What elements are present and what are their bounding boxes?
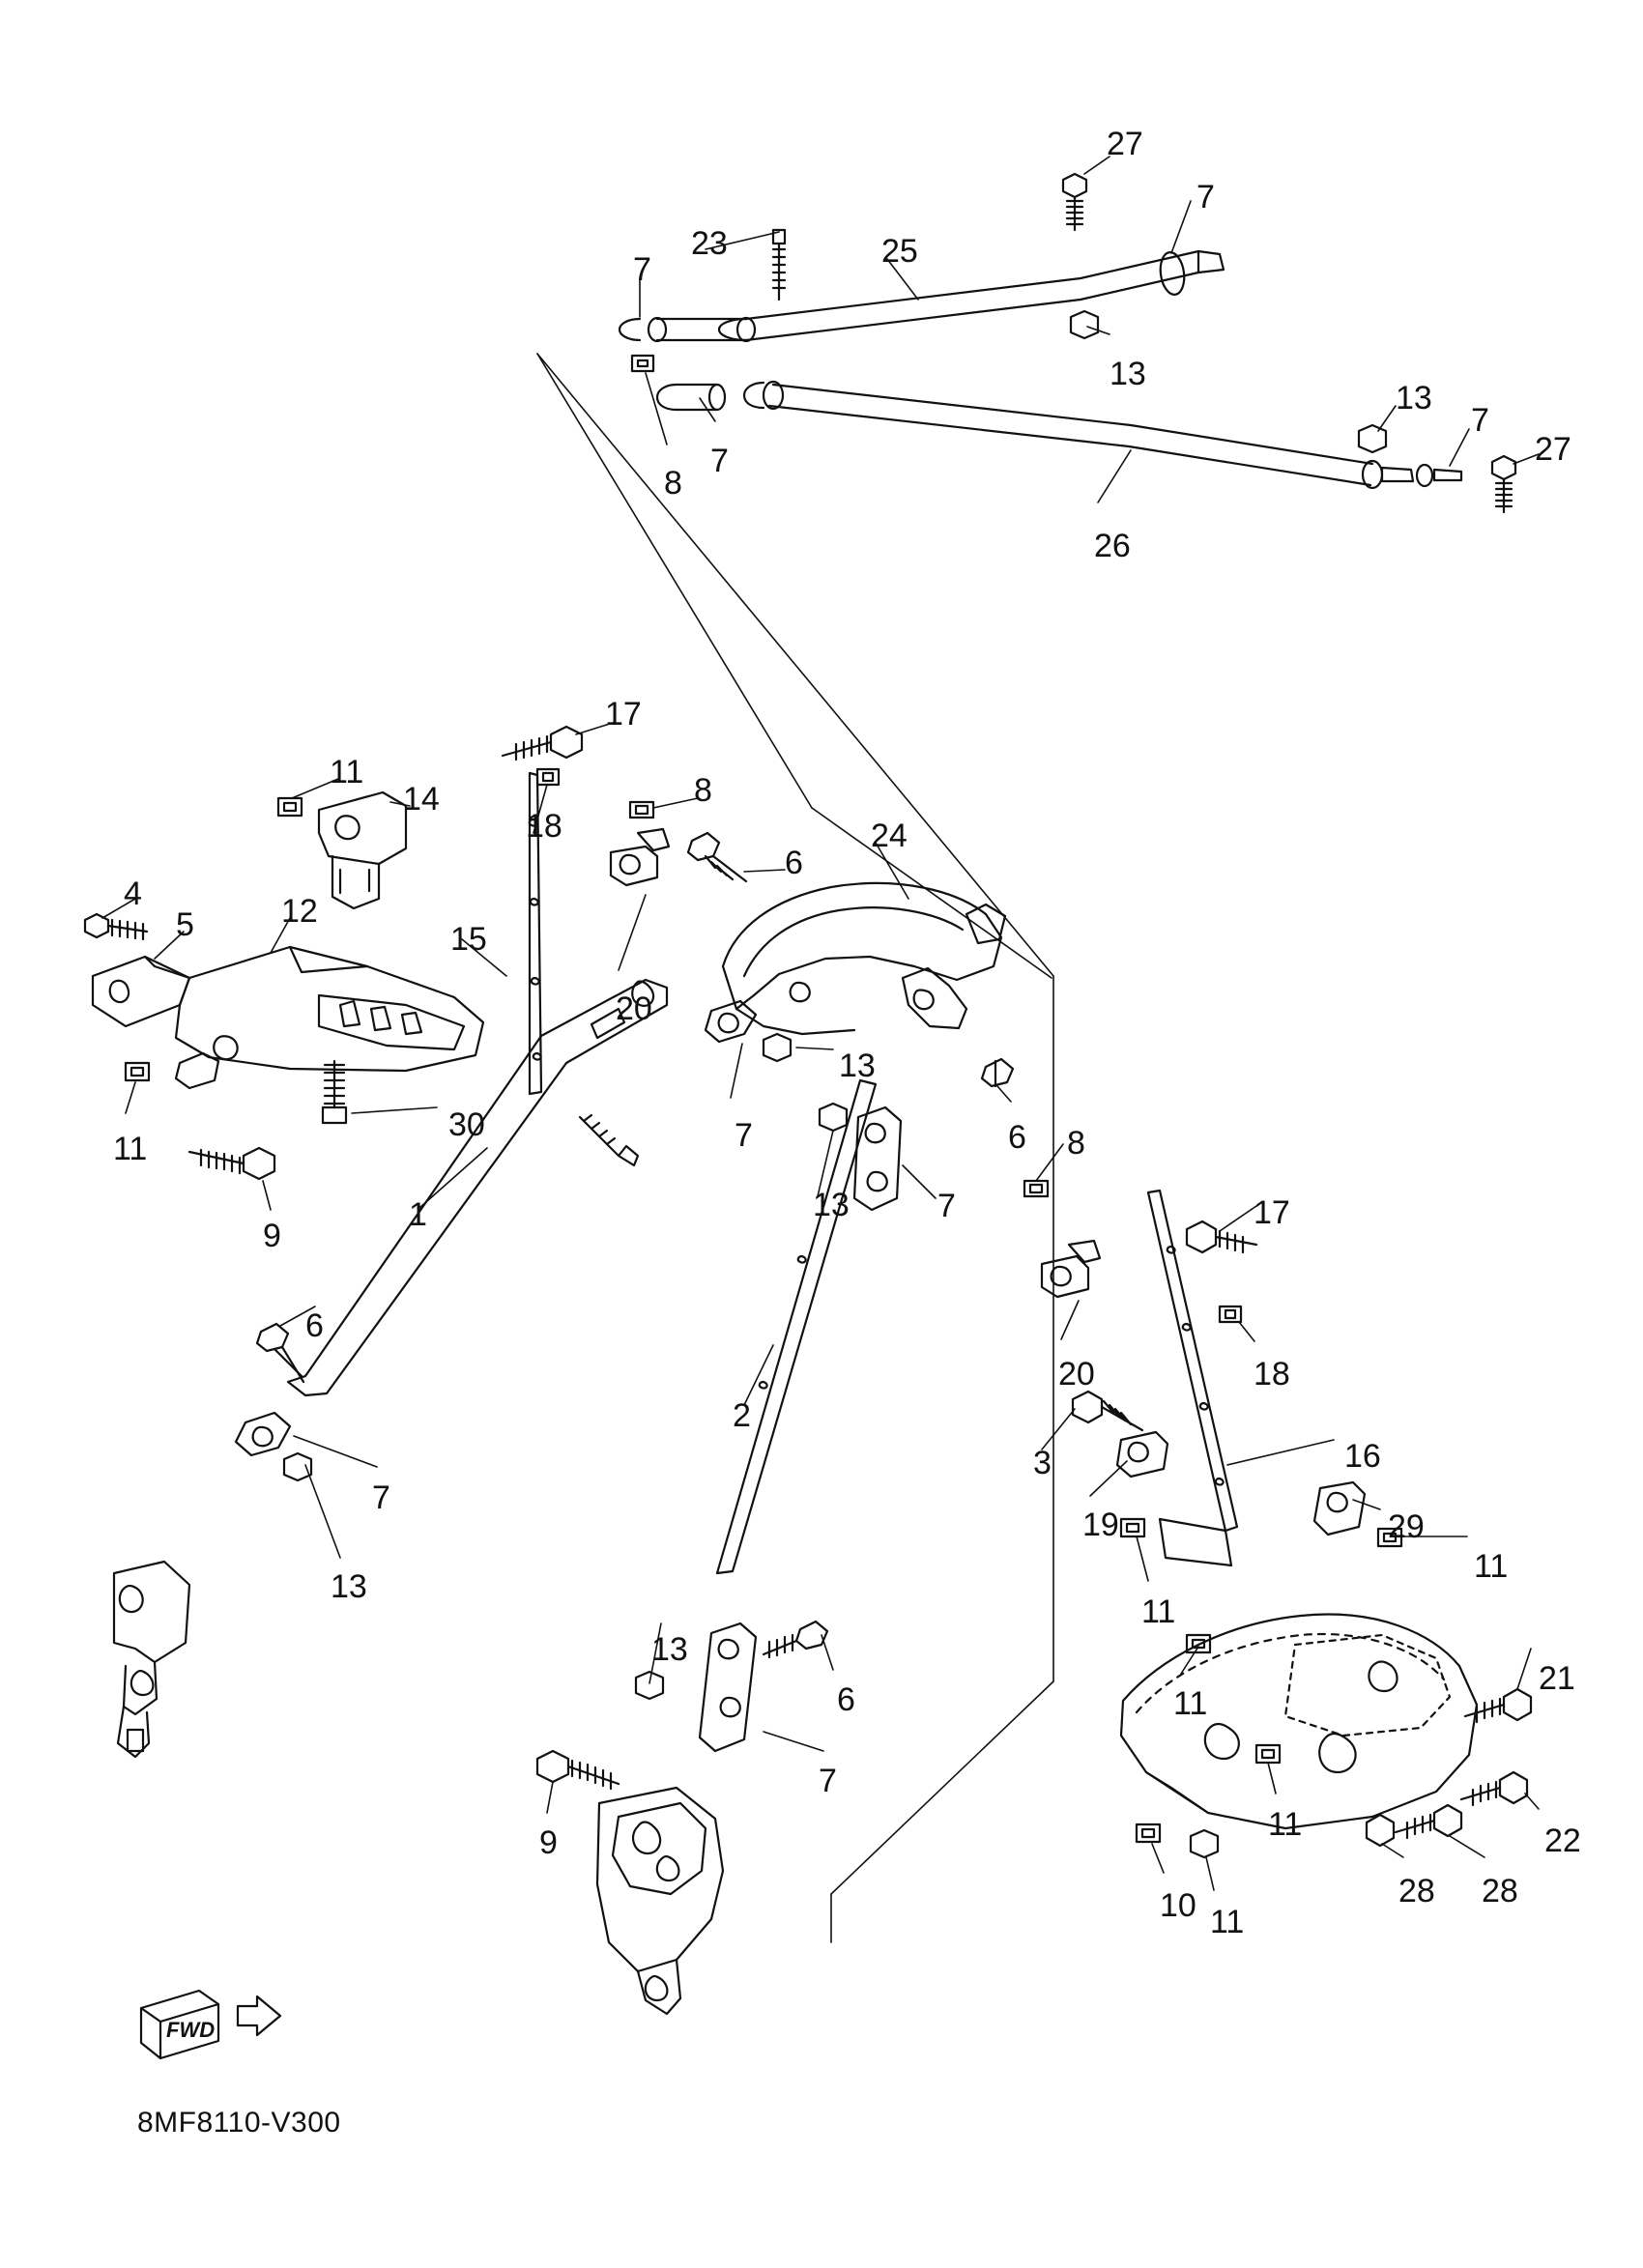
callout-number: 16 xyxy=(1344,1438,1381,1475)
part-code-label: 8MF8110-V300 xyxy=(137,2107,341,2139)
callout-number: 24 xyxy=(871,818,908,854)
callout-number: 9 xyxy=(539,1824,558,1861)
callout-number: 11 xyxy=(1268,1806,1303,1843)
callout-number: 7 xyxy=(1471,402,1489,439)
callout-number: 11 xyxy=(1474,1548,1509,1585)
callout-number: 18 xyxy=(526,808,562,845)
callout-number: 27 xyxy=(1535,431,1571,468)
callout-number: 2 xyxy=(733,1397,751,1434)
callout-number: 7 xyxy=(735,1117,753,1154)
callout-number: 13 xyxy=(813,1187,850,1223)
callout-number: 20 xyxy=(1058,1356,1095,1392)
callout-number: 11 xyxy=(330,754,364,790)
callout-number: 7 xyxy=(1196,179,1215,215)
callout-number: 19 xyxy=(1082,1507,1119,1543)
callout-number: 13 xyxy=(651,1631,688,1668)
callout-number: 11 xyxy=(1210,1904,1245,1940)
callout-number: 3 xyxy=(1033,1445,1052,1481)
callout-number: 7 xyxy=(710,443,729,479)
callout-number: 26 xyxy=(1094,528,1131,564)
callout-number: 17 xyxy=(605,696,642,732)
callout-number: 15 xyxy=(450,921,487,958)
callout-number: 13 xyxy=(1396,380,1432,416)
callout-number: 12 xyxy=(281,893,318,930)
callout-number: 6 xyxy=(1008,1119,1026,1156)
callout-number: 9 xyxy=(263,1218,281,1254)
callout-number: 30 xyxy=(448,1106,485,1143)
callout-number: 17 xyxy=(1254,1194,1290,1231)
callout-number: 13 xyxy=(1110,356,1146,392)
callout-number: 11 xyxy=(113,1131,148,1167)
callout-number: 14 xyxy=(403,781,440,818)
callout-number: 7 xyxy=(633,251,651,288)
callout-number: 6 xyxy=(305,1307,324,1344)
callout-number: 10 xyxy=(1160,1887,1196,1924)
callout-number: 23 xyxy=(691,225,728,262)
callout-number: 13 xyxy=(839,1048,876,1084)
fwd-marker xyxy=(145,1998,242,2056)
fwd-label: FWD xyxy=(166,2018,216,2042)
callout-number: 8 xyxy=(1067,1125,1085,1162)
callout-number: 18 xyxy=(1254,1356,1290,1392)
callout-number: 29 xyxy=(1388,1508,1425,1545)
callout-number: 7 xyxy=(937,1188,956,1224)
callout-number: 8 xyxy=(664,465,682,502)
callout-number: 11 xyxy=(1141,1593,1176,1630)
callout-number: 6 xyxy=(785,845,803,881)
callout-number: 7 xyxy=(819,1763,837,1799)
callout-number: 28 xyxy=(1398,1873,1435,1909)
callout-number: 1 xyxy=(409,1196,427,1233)
callout-number: 4 xyxy=(124,876,142,912)
callout-number: 20 xyxy=(616,990,652,1027)
callout-number: 27 xyxy=(1107,126,1143,162)
callout-number: 22 xyxy=(1544,1823,1581,1859)
callout-number: 8 xyxy=(694,772,712,809)
callout-number: 13 xyxy=(331,1568,367,1605)
callout-number: 25 xyxy=(881,233,918,270)
callout-number: 28 xyxy=(1482,1873,1518,1909)
callout-number: 6 xyxy=(837,1681,855,1718)
callout-number: 11 xyxy=(1173,1685,1208,1722)
callout-number: 21 xyxy=(1539,1660,1575,1697)
callout-number: 7 xyxy=(372,1479,390,1516)
callout-number: 5 xyxy=(176,906,194,943)
